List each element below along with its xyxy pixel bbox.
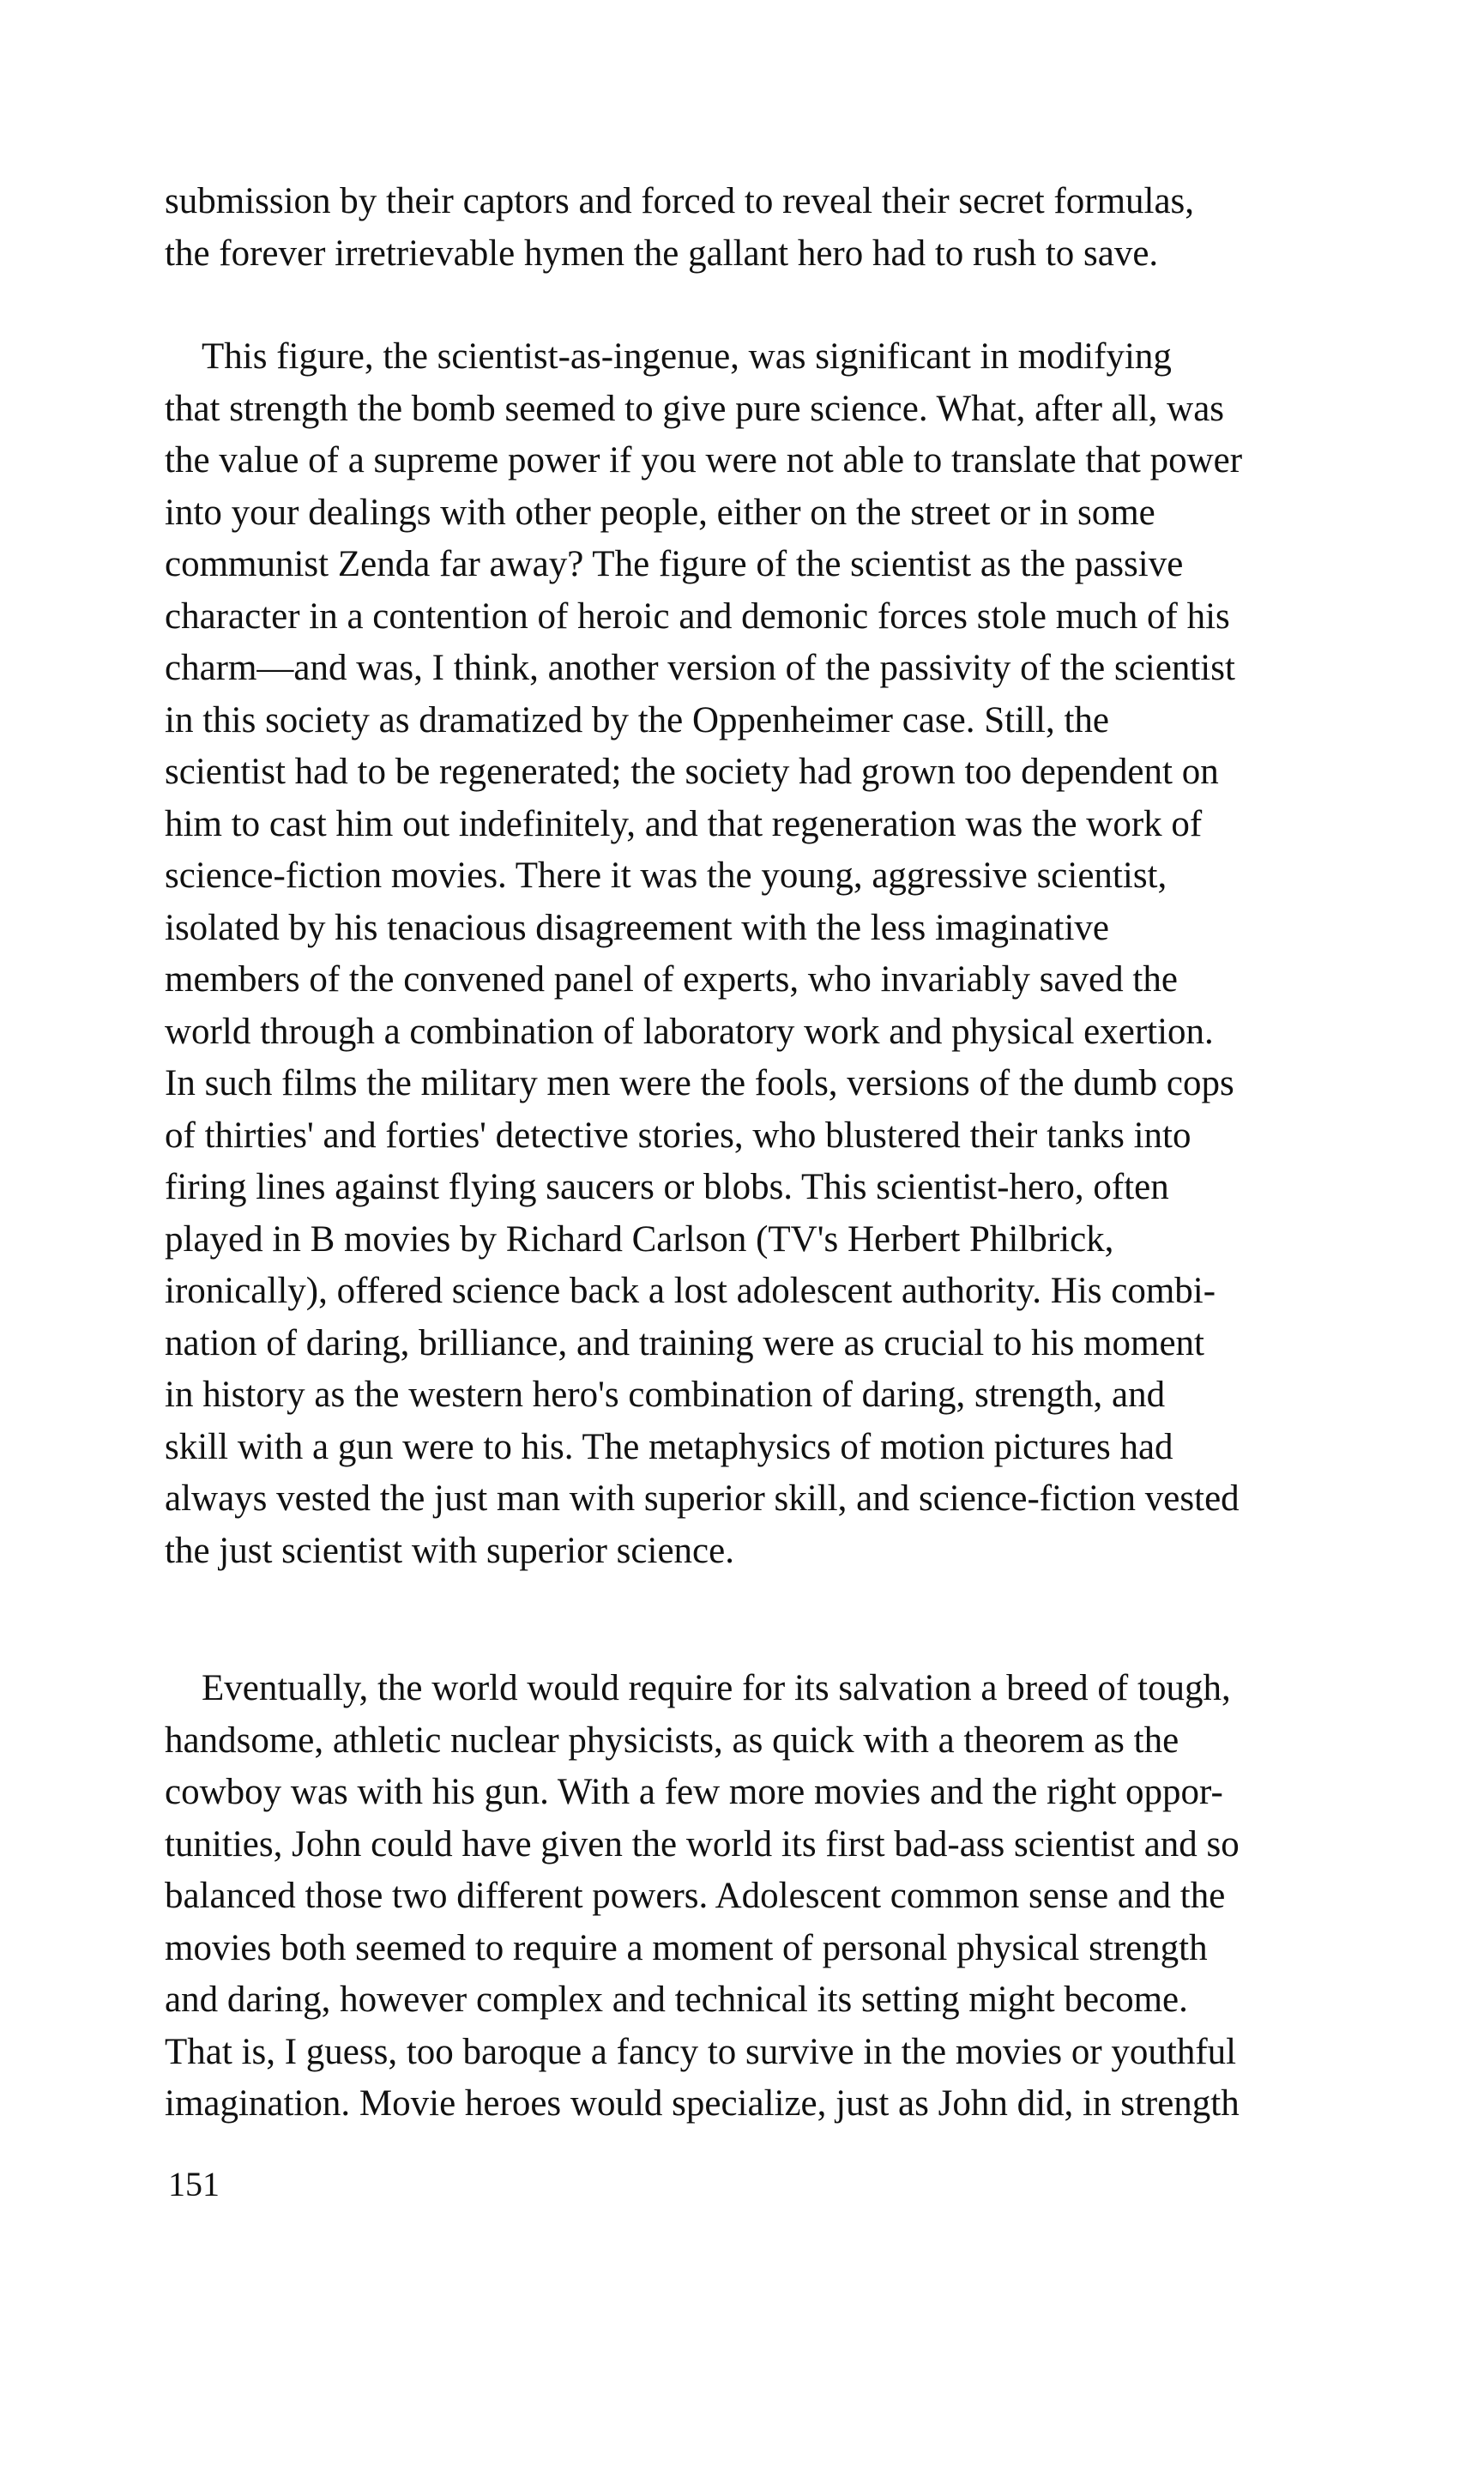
text-line: of thirties' and forties' detective stories, who blustered their tanks into [165,1115,1191,1156]
text-line: the forever irretrievable hymen the gallant hero had to rush to save. [165,233,1159,274]
text-line: handsome, athletic nuclear physicists, as quick with a theorem as the [165,1720,1179,1761]
text-line: In such films the military men were the fools, versions of the dumb cops [165,1063,1234,1103]
text-line: That is, I guess, too baroque a fancy to survive in the movies or youthful [165,2031,1237,2072]
text-line: members of the convened panel of experts, who invariably saved the [165,959,1178,1000]
text-line: cowboy was with his gun. With a few more movies and the right oppor- [165,1772,1223,1812]
text-line: played in B movies by Richard Carlson (TV's Herbert Philbrick, [165,1218,1114,1260]
text-line: ironically), offered science back a lost adolescent authority. His combi- [165,1271,1216,1311]
text-line: science-fiction movies. There it was the young, aggressive scientist, [165,855,1167,896]
text-line: This figure, the scientist-as-ingenue, was significant in modifying [202,336,1172,377]
text-line: imagination. Movie heroes would specialize, just as John did, in strength [165,2083,1240,2124]
text-line: the value of a supreme power if you were not able to translate that power [165,440,1243,481]
text-line: world through a combination of laboratory work and physical exertion. [165,1011,1214,1052]
page-number: 151 [168,2165,220,2203]
text-line: balanced those two different powers. Adolescent common sense and the [165,1876,1226,1916]
text-line: charm—and was, I think, another version of the passivity of the scientist [165,648,1235,688]
text-line: that strength the bomb seemed to give pure science. What, after all, was [165,388,1225,429]
text-line: and daring, however complex and technical its setting might become. [165,1979,1188,2020]
text-line: isolated by his tenacious disagreement with the less imaginative [165,907,1110,948]
text-line: always vested the just man with superior skill, and science-fiction vested [165,1478,1240,1519]
text-line: movies both seemed to require a moment of personal physical strength [165,1927,1208,1968]
paragraph-eventually [165,1663,1348,2131]
text-line: in this society as dramatized by the Oppenheimer case. Still, the [165,699,1109,740]
text-line: communist Zenda far away? The figure of the scientist as the passive [165,544,1184,584]
text-line: in history as the western hero's combination of daring, strength, and [165,1375,1166,1415]
paragraph-continuation [165,176,1348,280]
paragraph-scientist-as-ingenue [165,331,1348,1577]
text-line: him to cast him out indefinitely, and that regeneration was the work of [165,803,1203,844]
text-line: into your dealings with other people, either on the street or in some [165,492,1155,533]
text-line: submission by their captors and forced to reveal their secret formulas, [165,181,1195,221]
text-line: Eventually, the world would require for its salvation a breed of tough, [202,1668,1231,1708]
text-line: scientist had to be regenerated; the society had grown too dependent on [165,752,1219,792]
text-line: firing lines against flying saucers or blobs. This scientist-hero, often [165,1167,1169,1207]
text-line: the just scientist with superior science. [165,1530,734,1571]
text-line: character in a contention of heroic and demonic forces stole much of his [165,595,1230,637]
text-line: nation of daring, brilliance, and training were as crucial to his moment [165,1322,1204,1363]
text-line: skill with a gun were to his. The metaphysics of motion pictures had [165,1426,1173,1467]
text-line: tunities, John could have given the world its first bad-ass scientist and so [165,1823,1240,1865]
